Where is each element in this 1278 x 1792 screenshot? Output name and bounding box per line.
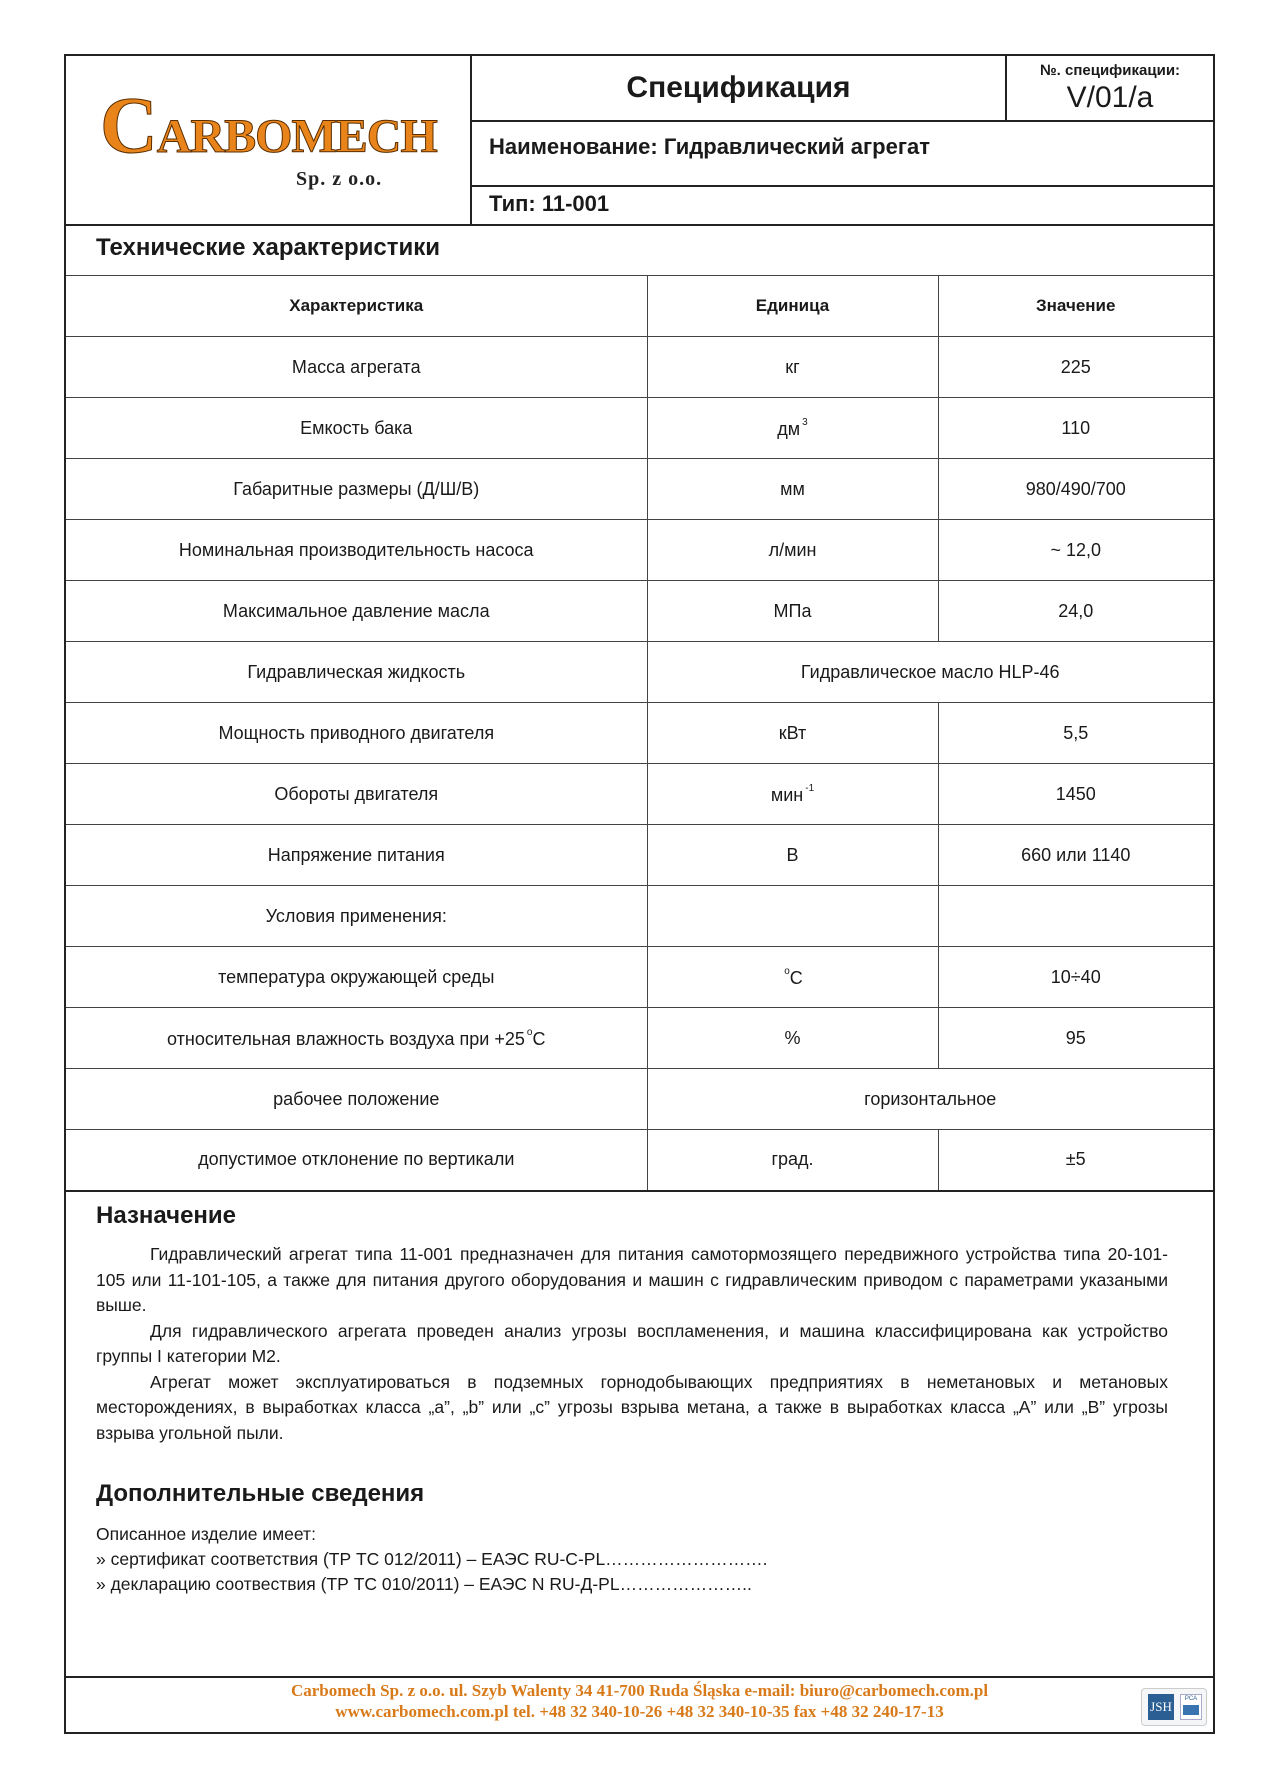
table-row [66,1130,1213,1191]
characteristic-cell [66,764,647,825]
unit-text: кВт [778,722,807,743]
column-header-unit: Единица [647,276,938,337]
specs-heading: Технические характеристики [96,234,441,261]
characteristic-name: Гидравлическая жидкость [247,661,466,682]
value-cell: 110 [938,398,1213,459]
table-row [66,520,1213,581]
footer-phone-line: www.carbomech.com.pl tel. +48 32 340-10-26 +48 32 340-10-35 fax +48 32 240-17-13 [335,1702,944,1721]
merged-value-cell: Гидравлическое масло HLP-46 [647,642,1213,703]
characteristic-cell [66,1069,647,1130]
unit-cell [647,1008,938,1069]
unit-cell [647,520,938,581]
characteristic-cell [66,337,647,398]
table-row [66,764,1213,825]
unit-exponent: -1 [805,782,815,794]
table-row [66,459,1213,520]
characteristic-cell [66,581,647,642]
characteristic-cell [66,398,647,459]
table-row [66,1008,1213,1069]
unit-cell [647,825,938,886]
unit-cell [647,581,938,642]
characteristic-cell [66,1008,647,1069]
value-cell: 980/490/700 [938,459,1213,520]
value-cell: 660 или 1140 [938,825,1213,886]
extra-info [96,1522,1096,1597]
specs-table [66,275,1213,1192]
degree-sign: o [784,965,790,977]
characteristic-cell [66,1130,647,1191]
value-cell: 1450 [938,764,1213,825]
certification-badge [1141,1688,1207,1726]
specification-sheet [64,54,1215,1734]
characteristic-name: Мощность приводного двигателя [218,722,495,743]
characteristic-cell [66,520,647,581]
merged-value-cell: горизонтальное [647,1069,1213,1130]
characteristic-name-tail: C [532,1028,546,1049]
jsh-logo-icon: JSH [1148,1694,1174,1720]
characteristic-name: относительная влажность воздуха при +25 [167,1028,525,1049]
spec-number-cell [1007,56,1213,122]
product-type-cell [472,187,1213,224]
extra-item-declaration: » декларацию соотвествия (ТР ТС 010/2011) – ЕАЭС N RU-Д-PL………………….. [96,1574,752,1594]
characteristic-name: Обороты двигателя [274,783,439,804]
extra-intro: Описанное изделие имеет: [96,1524,316,1544]
characteristic-name: допустимое отклонение по вертикали [198,1149,515,1170]
characteristic-name: Условия применения: [265,905,447,926]
value-cell: 10÷40 [938,947,1213,1008]
table-row [66,337,1213,398]
characteristic-cell [66,642,647,703]
characteristic-cell [66,947,647,1008]
purpose-paragraph: Гидравлический агрегат типа 11-001 предназначен для питания самотормозящего передвижного устройства типа 20-101-105 или 11-101-105, а также для питания другого оборудования и машин с гидравлическим приводом с параметрами указаными выше. [96,1244,1168,1315]
column-header-value: Значение [938,276,1213,337]
footer-address-line: Carbomech Sp. z o.o. ul. Szyb Walenty 34 41-700 Ruda Śląska e-mail: biuro@carbomech.com.pl [290,1681,989,1700]
table-row [66,947,1213,1008]
table-row [66,398,1213,459]
value-cell [938,886,1213,947]
unit-text: C [789,967,803,988]
unit-cell [647,764,938,825]
spec-number: V/01/a [1066,81,1154,114]
unit-text: % [784,1027,801,1048]
characteristic-cell [66,459,647,520]
unit-text: мин [770,784,804,805]
unit-text: дм [777,418,801,439]
logo-rest: ARBOMECH [156,110,437,163]
characteristic-name: Габаритные размеры (Д/Ш/В) [233,478,480,499]
unit-cell [647,886,938,947]
purpose-paragraph: Для гидравлического агрегата проведен анализ угрозы воспламенения, и машина классифицирована как устройство группы I категории M2. [96,1320,1168,1366]
unit-cell [647,398,938,459]
unit-cell [647,337,938,398]
characteristic-name: Емкость бака [300,417,413,438]
purpose-text [96,1242,1168,1446]
table-row [66,581,1213,642]
extra-heading: Дополнительные сведения [96,1480,425,1507]
value-cell: 95 [938,1008,1213,1069]
product-type: Тип: 11-001 [489,191,610,216]
unit-cell [647,459,938,520]
table-row [66,886,1213,947]
unit-exponent: 3 [802,416,808,428]
value-cell: 24,0 [938,581,1213,642]
unit-cell [647,1130,938,1191]
characteristic-name: Масса агрегата [291,356,421,377]
document-header [66,56,1213,226]
footer-contact [66,1680,1213,1722]
unit-text: МПа [773,600,812,621]
unit-cell [647,947,938,1008]
unit-cell [647,703,938,764]
logo-wordmark [100,82,437,170]
extra-item-certificate: » сертификат соответствия (ТР ТС 012/2011) – ЕАЭС RU-C-PL………………………. [96,1549,768,1569]
table-row [66,1069,1213,1130]
characteristic-name: Максимальное давление масла [222,600,490,621]
table-row [66,825,1213,886]
characteristic-name: температура окружающей среды [218,966,495,987]
unit-text: кг [785,356,800,377]
degree-sign: o [526,1026,533,1038]
value-cell: ±5 [938,1130,1213,1191]
column-header-characteristic: Характеристика [66,276,647,337]
document-footer [66,1676,1213,1732]
unit-text: л/мин [768,539,817,560]
value-cell: 225 [938,337,1213,398]
specs-table-body [66,337,1213,1191]
characteristic-cell [66,886,647,947]
table-row [66,642,1213,703]
logo-subtitle: Sp. z o.o. [296,168,383,190]
unit-text: град. [771,1149,814,1170]
characteristic-name: рабочее положение [273,1088,440,1109]
logo-initial: C [100,82,157,170]
pca-label: PCA [1184,1696,1198,1702]
purpose-paragraph: Агрегат может эксплуатироваться в подземных горнодобывающих предприятиях в неметановых и метановых месторождениях, в выработках класса „a”, „b” или „c” угрозы взрыва метана, а также в выработках класса „A” или „B” угрозы взрыва угольной пыли. [96,1371,1168,1443]
characteristic-cell [66,825,647,886]
characteristic-cell [66,703,647,764]
document-title-cell [472,56,1007,122]
table-header-row [66,276,1213,337]
product-name-cell [472,122,1213,187]
characteristic-name: Номинальная производительность насоса [178,539,534,560]
unit-text: мм [780,478,805,499]
pca-logo-icon [1180,1694,1202,1720]
table-row [66,703,1213,764]
value-cell: 5,5 [938,703,1213,764]
spec-number-label: №. спецификации: [1039,62,1181,79]
document-title: Спецификация [626,71,851,104]
company-logo [66,56,472,224]
product-name: Наименование: Гидравлический агрегат [489,134,931,159]
purpose-heading: Назначение [96,1202,237,1229]
characteristic-name: Напряжение питания [267,844,445,865]
value-cell: ~ 12,0 [938,520,1213,581]
unit-text: В [786,844,799,865]
